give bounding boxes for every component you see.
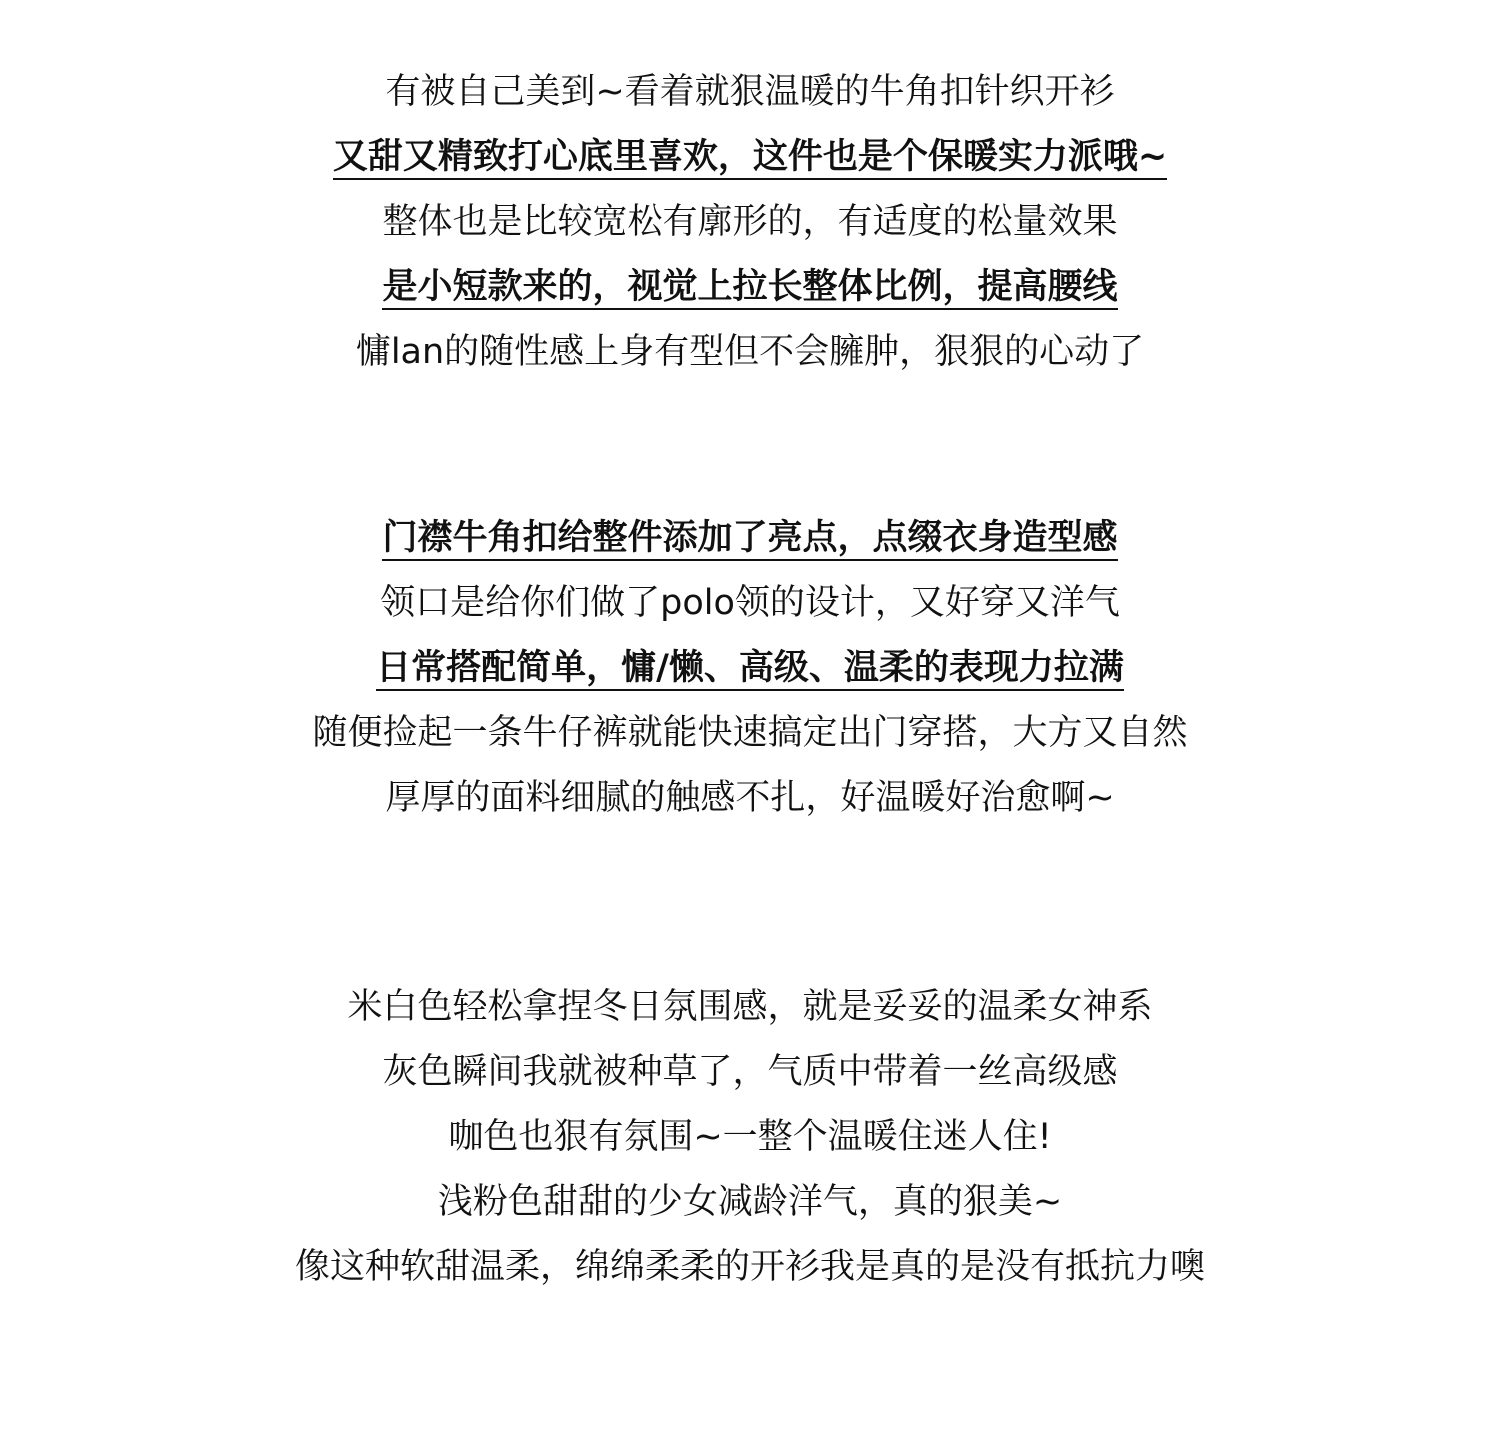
description-section-3	[0, 975, 1500, 1300]
text-line: 领口是给你们做了polo领的设计，又好穿又洋气	[380, 583, 1120, 623]
text-line: 有被自己美到~看着就狠温暖的牛角扣针织开衫	[385, 72, 1115, 112]
text-line: 随便捡起一条牛仔裤就能快速搞定出门穿搭，大方又自然	[312, 713, 1188, 753]
text-line-emphasis: 门襟牛角扣给整件添加了亮点，点缀衣身造型感	[0, 506, 1500, 571]
text-line: 米白色轻松拿捏冬日氛围感，就是妥妥的温柔女神系	[347, 987, 1153, 1027]
description-section-2	[0, 506, 1500, 831]
text-line: 咖色也狠有氛围~一整个温暖住迷人住!	[448, 1117, 1052, 1157]
text-line: 厚厚的面料细腻的触感不扎，好温暖好治愈啊~	[385, 778, 1115, 818]
text-line: 灰色瞬间我就被种草了，气质中带着一丝高级感	[382, 1052, 1118, 1092]
text-line: 像这种软甜温柔，绵绵柔柔的开衫我是真的是没有抵抗力噢	[294, 1247, 1205, 1287]
description-section-1	[0, 60, 1500, 385]
text-line-emphasis: 又甜又精致打心底里喜欢，这件也是个保暖实力派哦~	[0, 125, 1500, 190]
text-line-emphasis: 日常搭配简单，慵/懒、高级、温柔的表现力拉满	[0, 636, 1500, 701]
text-line: 整体也是比较宽松有廓形的，有适度的松量效果	[382, 202, 1118, 242]
text-line-emphasis: 是小短款来的，视觉上拉长整体比例，提高腰线	[0, 255, 1500, 320]
text-line: 浅粉色甜甜的少女减龄洋气，真的狠美~	[437, 1182, 1063, 1222]
text-line: 慵lan的随性感上身有型但不会臃肿，狠狠的心动了	[355, 332, 1145, 372]
